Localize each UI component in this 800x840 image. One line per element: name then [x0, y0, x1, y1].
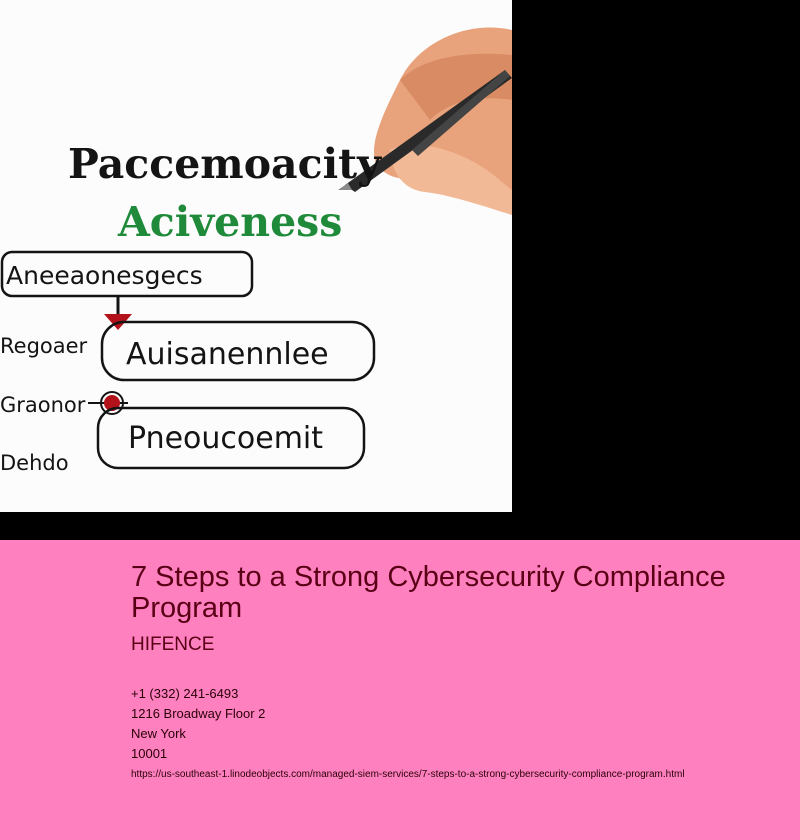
city: New York: [131, 726, 186, 741]
flowchart-box-2-label: Auisanennlee: [126, 337, 329, 372]
street-address: 1216 Broadway Floor 2: [131, 706, 266, 721]
page-title: 7 Steps to a Strong Cybersecurity Compliance Program: [131, 561, 726, 624]
arrow-down-icon: [104, 296, 132, 330]
business-info-content: [131, 562, 771, 782]
illustration-heading-dark: Paccemoacity: [68, 140, 381, 188]
phone-number[interactable]: +1 (332) 241-6493: [131, 686, 239, 701]
illustration-heading-green: Aciveness: [118, 198, 343, 246]
flowchart-side-label-3: Dehdo: [0, 451, 69, 475]
flowchart-side-label-2: Graonor: [0, 393, 86, 417]
brand-name: HIFENCE: [131, 634, 215, 655]
page-url-link[interactable]: https://us-southeast-1.linodeobjects.com/managed-siem-services/7-steps-to-a-strong-cybersecurity-compliance-program.html: [131, 769, 685, 780]
contact-details: [131, 684, 771, 764]
zip-code: 10001: [131, 746, 168, 761]
hero-image: [0, 0, 512, 512]
business-info-panel: [0, 540, 800, 840]
flowchart-box-3-label: Pneoucoemit: [128, 421, 324, 456]
flowchart-illustration: [0, 0, 512, 512]
flowchart-side-label-1: Regoaer: [0, 334, 88, 358]
flowchart-box-1-label: Aneeaonesgecs: [6, 261, 203, 290]
